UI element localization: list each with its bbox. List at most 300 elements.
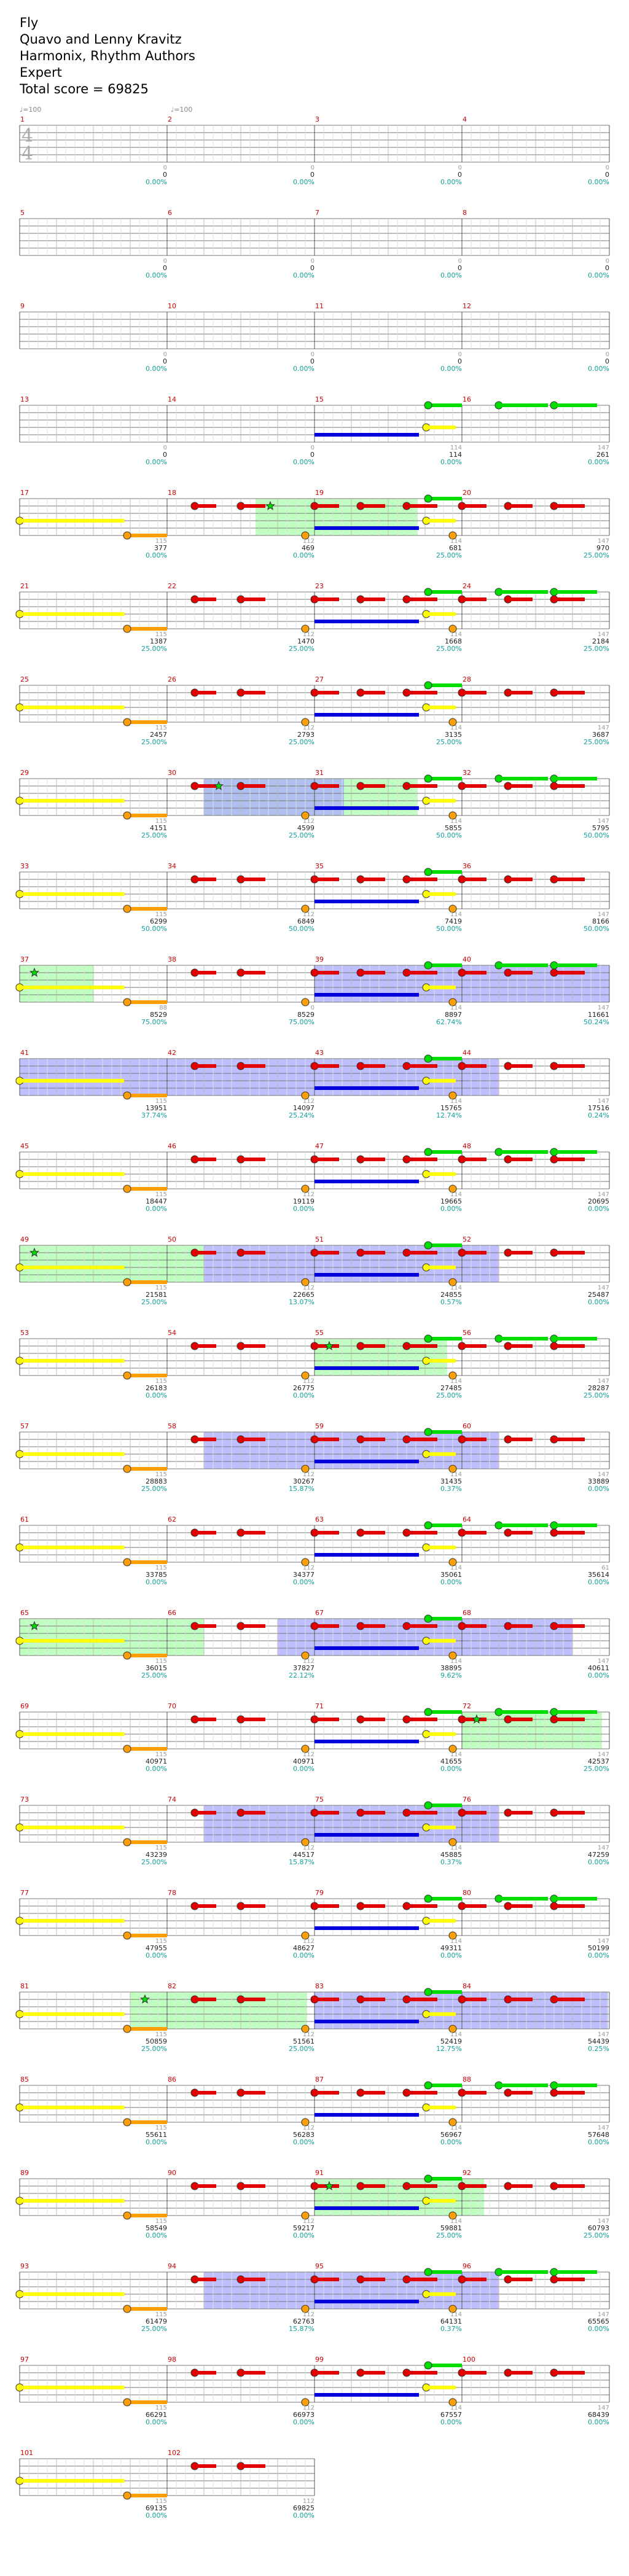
measure-percent: 0.00% xyxy=(440,458,462,466)
measure-percent: 25.00% xyxy=(289,645,314,653)
note-gem xyxy=(123,1839,131,1846)
beat-label: 114 xyxy=(450,538,462,545)
measure-percent: 25.00% xyxy=(584,1765,609,1773)
beat-label: 115 xyxy=(155,1098,167,1105)
measure-number: 13 xyxy=(20,395,29,403)
measure-number: 72 xyxy=(463,1702,471,1710)
measure-number: 24 xyxy=(463,582,471,590)
measure-percent: 0.00% xyxy=(588,1578,609,1586)
beat-label: 114 xyxy=(450,1285,462,1291)
measure-number: 6 xyxy=(168,209,172,217)
note-gem xyxy=(123,1185,131,1193)
beat-label: 115 xyxy=(155,1191,167,1198)
measure-number: 46 xyxy=(168,1142,176,1150)
measure-percent: 25.00% xyxy=(141,2325,167,2333)
measure-number: 49 xyxy=(20,1235,29,1243)
measure-score: 54439 xyxy=(588,2037,609,2045)
measure-score: 60793 xyxy=(588,2224,609,2232)
note-gem xyxy=(424,682,432,689)
measure-percent: 25.00% xyxy=(141,738,167,746)
measure-percent: 0.00% xyxy=(293,2418,314,2426)
measure-number: 36 xyxy=(463,862,471,870)
beat-label: 115 xyxy=(155,538,167,545)
measure-number: 60 xyxy=(463,1422,471,1430)
measure-score: 1470 xyxy=(297,637,314,645)
measure-percent: 25.00% xyxy=(436,2232,462,2239)
measure-percent: 0.00% xyxy=(146,365,167,373)
measure-number: 94 xyxy=(168,2262,176,2270)
measure-score: 50199 xyxy=(588,1944,609,1952)
measure-number: 21 xyxy=(20,582,29,590)
measure-score: 40971 xyxy=(293,1757,314,1765)
beat-label: 114 xyxy=(450,1938,462,1945)
beat-label: 114 xyxy=(450,1845,462,1851)
beat-label: 115 xyxy=(155,1471,167,1478)
note-gem xyxy=(123,1652,131,1659)
measure-percent: 50.00% xyxy=(436,925,462,933)
song-difficulty: Expert xyxy=(20,65,62,80)
measure-percent: 0.00% xyxy=(588,458,609,466)
beat-label: 114 xyxy=(450,2125,462,2131)
beat-label: 0 xyxy=(310,165,314,171)
measure-percent: 0.00% xyxy=(293,1205,314,1213)
beat-label: 147 xyxy=(597,2311,609,2318)
measure-number: 74 xyxy=(168,1796,176,1804)
measure-percent: 50.00% xyxy=(436,831,462,839)
measure-score: 66291 xyxy=(146,2411,167,2419)
measure-percent: 0.00% xyxy=(146,458,167,466)
measure-score: 0 xyxy=(458,264,462,272)
measure-score: 59881 xyxy=(440,2224,462,2232)
measure-score: 18447 xyxy=(146,1197,167,1205)
note-gem xyxy=(424,1708,432,1716)
measure-number: 9 xyxy=(20,302,25,310)
note-gem xyxy=(123,2025,131,2033)
note-gem xyxy=(123,2492,131,2499)
measure-number: 23 xyxy=(315,582,324,590)
note-gem xyxy=(424,1428,432,1436)
measure-percent: 0.00% xyxy=(146,1765,167,1773)
note-gem xyxy=(424,1895,432,1902)
measure-percent: 12.75% xyxy=(436,2045,462,2053)
measure-percent: 25.00% xyxy=(141,831,167,839)
measure-score: 4151 xyxy=(150,824,167,832)
measure-score: 52419 xyxy=(440,2037,462,2045)
measure-score: 26775 xyxy=(293,1384,314,1392)
measure-number: 58 xyxy=(168,1422,176,1430)
measure-score: 55611 xyxy=(146,2131,167,2139)
beat-label: 114 xyxy=(450,1565,462,1571)
measure-score: 5795 xyxy=(592,824,609,832)
measure-score: 35061 xyxy=(440,1571,462,1579)
measure-score: 36015 xyxy=(146,1664,167,1672)
beat-label: 112 xyxy=(302,2405,314,2411)
measure-number: 17 xyxy=(20,489,29,497)
measure-score: 66973 xyxy=(293,2411,314,2419)
note-gem xyxy=(123,1745,131,1753)
measure-score: 59217 xyxy=(293,2224,314,2232)
measure-number: 16 xyxy=(463,395,471,403)
beat-label: 114 xyxy=(450,1378,462,1385)
measure-score: 0 xyxy=(310,264,314,272)
beat-label: 0 xyxy=(163,445,167,451)
measure-percent: 50.00% xyxy=(584,925,609,933)
note-gem xyxy=(123,625,131,632)
measure-number: 55 xyxy=(315,1329,324,1337)
measure-number: 2 xyxy=(168,115,172,123)
note-gem xyxy=(123,1558,131,1566)
beat-label: 115 xyxy=(155,2125,167,2131)
measure-number: 80 xyxy=(463,1889,471,1897)
measure-score: 40611 xyxy=(588,1664,609,1672)
measure-score: 31435 xyxy=(440,1477,462,1485)
measure-score: 2184 xyxy=(592,637,609,645)
measure-number: 91 xyxy=(315,2169,324,2177)
measure-score: 21581 xyxy=(146,1291,167,1299)
measure-number: 4 xyxy=(463,115,467,123)
measure-score: 0 xyxy=(605,264,609,272)
measure-score: 0 xyxy=(163,264,167,272)
measure-score: 34377 xyxy=(293,1571,314,1579)
measure-number: 101 xyxy=(20,2449,33,2457)
measure-score: 6299 xyxy=(150,917,167,925)
measure-number: 53 xyxy=(20,1329,29,1337)
beat-label: 112 xyxy=(302,2218,314,2225)
song-authors: Harmonix, Rhythm Authors xyxy=(20,49,195,63)
measure-percent: 25.00% xyxy=(141,645,167,653)
measure-number: 26 xyxy=(168,675,176,683)
measure-percent: 25.00% xyxy=(436,551,462,559)
note-gem xyxy=(424,1335,432,1342)
measure-score: 65565 xyxy=(588,2317,609,2325)
measure-percent: 15.87% xyxy=(289,1485,314,1493)
beat-label: 112 xyxy=(302,725,314,731)
measure-score: 970 xyxy=(596,544,609,552)
beat-label: 147 xyxy=(597,631,609,638)
beat-label: 0 xyxy=(605,258,609,265)
measure-percent: 0.00% xyxy=(293,2232,314,2239)
measure-percent: 0.00% xyxy=(146,271,167,279)
measure-score: 8529 xyxy=(150,1011,167,1019)
measure-score: 45885 xyxy=(440,1851,462,1859)
measure-score: 37827 xyxy=(293,1664,314,1672)
note-gem xyxy=(123,718,131,726)
measure-score: 41655 xyxy=(440,1757,462,1765)
measure-score: 3687 xyxy=(592,731,609,739)
measure-number: 34 xyxy=(168,862,176,870)
beat-label: 115 xyxy=(155,2498,167,2505)
measure-score: 51561 xyxy=(293,2037,314,2045)
measure-score: 26183 xyxy=(146,1384,167,1392)
note-gem xyxy=(424,2175,432,2182)
measure-percent: 0.00% xyxy=(293,458,314,466)
measure-percent: 0.00% xyxy=(146,2418,167,2426)
measure-number: 56 xyxy=(463,1329,471,1337)
note-gem xyxy=(123,2212,131,2219)
measure-number: 85 xyxy=(20,2076,29,2084)
measure-percent: 0.00% xyxy=(293,1578,314,1586)
note-gem xyxy=(424,1148,432,1156)
beat-label: 112 xyxy=(302,1471,314,1478)
measure-number: 89 xyxy=(20,2169,29,2177)
measure-percent: 25.00% xyxy=(289,831,314,839)
measure-percent: 25.00% xyxy=(141,1298,167,1306)
beat-label: 112 xyxy=(302,818,314,825)
measure-percent: 25.00% xyxy=(436,645,462,653)
measure-number: 41 xyxy=(20,1049,29,1057)
beat-label: 112 xyxy=(302,1285,314,1291)
measure-number: 68 xyxy=(463,1609,471,1617)
measure-score: 44517 xyxy=(293,1851,314,1859)
note-gem xyxy=(123,812,131,819)
beat-label: 114 xyxy=(450,1471,462,1478)
measure-number: 39 xyxy=(315,955,324,963)
measure-number: 57 xyxy=(20,1422,29,1430)
note-gem xyxy=(424,1242,432,1249)
measure-percent: 25.00% xyxy=(584,738,609,746)
measure-number: 47 xyxy=(315,1142,324,1150)
measure-percent: 75.00% xyxy=(141,1018,167,1026)
measure-number: 3 xyxy=(315,115,319,123)
measure-number: 66 xyxy=(168,1609,176,1617)
beat-label: 115 xyxy=(155,1751,167,1758)
measure-score: 50859 xyxy=(146,2037,167,2045)
measure-number: 67 xyxy=(315,1609,324,1617)
measure-score: 58549 xyxy=(146,2224,167,2232)
measure-number: 50 xyxy=(168,1235,176,1243)
measure-number: 83 xyxy=(315,1982,324,1990)
measure-score: 2793 xyxy=(297,731,314,739)
overdrive-phrase xyxy=(130,1992,307,2029)
measure-percent: 25.00% xyxy=(436,738,462,746)
measure-score: 0 xyxy=(310,171,314,179)
measure-number: 93 xyxy=(20,2262,29,2270)
beat-label: 147 xyxy=(597,1845,609,1851)
measure-number: 19 xyxy=(315,489,324,497)
measure-score: 3135 xyxy=(445,731,462,739)
measure-percent: 0.00% xyxy=(588,2325,609,2333)
measure-percent: 0.00% xyxy=(293,551,314,559)
measure-score: 1387 xyxy=(150,637,167,645)
beat-label: 112 xyxy=(302,2125,314,2131)
measure-score: 8166 xyxy=(592,917,609,925)
measure-percent: 25.00% xyxy=(289,738,314,746)
measure-percent: 25.00% xyxy=(584,551,609,559)
beat-label: 115 xyxy=(155,1938,167,1945)
measure-score: 0 xyxy=(458,171,462,179)
note-gem xyxy=(424,495,432,502)
measure-percent: 0.57% xyxy=(440,1298,462,1306)
measure-percent: 50.00% xyxy=(584,831,609,839)
measure-percent: 37.74% xyxy=(141,1111,167,1119)
note-gem xyxy=(123,1372,131,1379)
measure-percent: 0.00% xyxy=(440,365,462,373)
beat-label: 115 xyxy=(155,2311,167,2318)
measure-percent: 25.00% xyxy=(436,1391,462,1399)
measure-percent: 0.00% xyxy=(588,271,609,279)
measure-percent: 0.00% xyxy=(440,1765,462,1773)
beat-label: 112 xyxy=(302,1378,314,1385)
measure-number: 31 xyxy=(315,769,324,777)
measure-number: 77 xyxy=(20,1889,29,1897)
measure-number: 59 xyxy=(315,1422,324,1430)
beat-label: 147 xyxy=(597,1378,609,1385)
measure-score: 261 xyxy=(596,451,609,459)
measure-number: 64 xyxy=(463,1516,471,1523)
measure-number: 25 xyxy=(20,675,29,683)
measure-score: 28287 xyxy=(588,1384,609,1392)
measure-number: 102 xyxy=(168,2449,181,2457)
beat-label: 147 xyxy=(597,818,609,825)
measure-score: 40971 xyxy=(146,1757,167,1765)
beat-label: 114 xyxy=(450,1191,462,1198)
measure-number: 51 xyxy=(315,1235,324,1243)
beat-label: 147 xyxy=(597,1658,609,1665)
measure-number: 37 xyxy=(20,955,29,963)
measure-score: 30267 xyxy=(293,1477,314,1485)
measure-score: 6849 xyxy=(297,917,314,925)
beat-label: 112 xyxy=(302,1191,314,1198)
measure-percent: 15.87% xyxy=(289,1858,314,1866)
measure-score: 0 xyxy=(458,357,462,365)
measure-percent: 0.00% xyxy=(588,1298,609,1306)
beat-label: 114 xyxy=(450,2031,462,2038)
measure-score: 0 xyxy=(163,171,167,179)
measure-score: 47259 xyxy=(588,1851,609,1859)
beat-label: 88 xyxy=(159,1005,167,1011)
measure-percent: 22.12% xyxy=(289,1671,314,1679)
measure-score: 69825 xyxy=(293,2504,314,2512)
measure-number: 54 xyxy=(168,1329,176,1337)
beat-label: 114 xyxy=(450,1658,462,1665)
beat-label: 112 xyxy=(302,1938,314,1945)
measure-number: 63 xyxy=(315,1516,324,1523)
measure-percent: 62.74% xyxy=(436,1018,462,1026)
measure-score: 0 xyxy=(605,357,609,365)
measure-score: 48627 xyxy=(293,1944,314,1952)
measure-number: 30 xyxy=(168,769,176,777)
beat-label: 0 xyxy=(458,258,462,265)
measure-number: 42 xyxy=(168,1049,176,1057)
measure-number: 28 xyxy=(463,675,471,683)
beat-label: 112 xyxy=(302,2311,314,2318)
measure-percent: 25.00% xyxy=(584,645,609,653)
measure-number: 76 xyxy=(463,1796,471,1804)
song-artist: Quavo and Lenny Kravitz xyxy=(20,32,182,47)
note-gem xyxy=(424,1802,432,1809)
beat-label: 147 xyxy=(597,2405,609,2411)
beat-label: 112 xyxy=(302,1658,314,1665)
beat-label: 147 xyxy=(597,1191,609,1198)
measure-percent: 0.00% xyxy=(293,271,314,279)
measure-percent: 0.00% xyxy=(146,2512,167,2520)
measure-score: 47955 xyxy=(146,1944,167,1952)
measure-percent: 0.37% xyxy=(440,1858,462,1866)
beat-label: 0 xyxy=(310,258,314,265)
measure-score: 49311 xyxy=(440,1944,462,1952)
measure-number: 33 xyxy=(20,862,29,870)
beat-label: 0 xyxy=(163,165,167,171)
note-gem xyxy=(123,2305,131,2313)
beat-label: 0 xyxy=(163,258,167,265)
note-gem xyxy=(424,1988,432,1996)
measure-number: 79 xyxy=(315,1889,324,1897)
measure-percent: 0.00% xyxy=(293,2512,314,2520)
measure-number: 87 xyxy=(315,2076,324,2084)
note-gem xyxy=(424,1055,432,1062)
measure-number: 82 xyxy=(168,1982,176,1990)
beat-label: 147 xyxy=(597,445,609,451)
measure-score: 14097 xyxy=(293,1104,314,1112)
measure-score: 25487 xyxy=(588,1291,609,1299)
measure-percent: 0.00% xyxy=(440,2138,462,2146)
measure-number: 73 xyxy=(20,1796,29,1804)
measure-score: 56283 xyxy=(293,2131,314,2139)
measure-number: 92 xyxy=(463,2169,471,2177)
beat-label: 115 xyxy=(155,1658,167,1665)
total-score: Total score = 69825 xyxy=(20,82,149,96)
measure-percent: 0.37% xyxy=(440,2325,462,2333)
measure-number: 5 xyxy=(20,209,25,217)
measure-number: 12 xyxy=(463,302,471,310)
measure-percent: 0.00% xyxy=(588,2418,609,2426)
note-gem xyxy=(424,402,432,409)
beat-label: 147 xyxy=(597,538,609,545)
measure-percent: 50.24% xyxy=(584,1018,609,1026)
measure-percent: 25.00% xyxy=(584,1391,609,1399)
beat-label: 147 xyxy=(597,1471,609,1478)
measure-number: 32 xyxy=(463,769,471,777)
measure-number: 84 xyxy=(463,1982,471,1990)
beat-label: 115 xyxy=(155,1285,167,1291)
measure-score: 0 xyxy=(605,171,609,179)
measure-percent: 0.00% xyxy=(588,365,609,373)
measure-percent: 0.00% xyxy=(588,2138,609,2146)
note-gem xyxy=(123,532,131,539)
measure-number: 65 xyxy=(20,1609,29,1617)
measure-number: 43 xyxy=(315,1049,324,1057)
note-gem xyxy=(123,998,131,1006)
measure-number: 61 xyxy=(20,1516,29,1523)
beat-label: 114 xyxy=(450,2405,462,2411)
measure-number: 22 xyxy=(168,582,176,590)
measure-percent: 0.00% xyxy=(293,1391,314,1399)
measure-percent: 0.00% xyxy=(146,1578,167,1586)
beat-label: 0 xyxy=(310,351,314,358)
measure-score: 42537 xyxy=(588,1757,609,1765)
beat-label: 147 xyxy=(597,2031,609,2038)
measure-percent: 25.00% xyxy=(141,1485,167,1493)
measure-percent: 0.00% xyxy=(293,1951,314,1959)
measure-number: 48 xyxy=(463,1142,471,1150)
note-gem xyxy=(424,775,432,782)
beat-label: 114 xyxy=(450,445,462,451)
beat-label: 147 xyxy=(597,1285,609,1291)
beat-label: 0 xyxy=(458,351,462,358)
beat-label: 147 xyxy=(597,1005,609,1011)
measure-score: 19665 xyxy=(440,1197,462,1205)
measure-percent: 0.00% xyxy=(440,1205,462,1213)
measure-percent: 0.00% xyxy=(293,1765,314,1773)
measure-percent: 0.00% xyxy=(146,1205,167,1213)
measure-score: 5855 xyxy=(445,824,462,832)
note-gem xyxy=(424,962,432,969)
note-gem xyxy=(123,1465,131,1473)
measure-number: 10 xyxy=(168,302,176,310)
beat-label: 115 xyxy=(155,911,167,918)
measure-number: 14 xyxy=(168,395,176,403)
measure-number: 96 xyxy=(463,2262,471,2270)
